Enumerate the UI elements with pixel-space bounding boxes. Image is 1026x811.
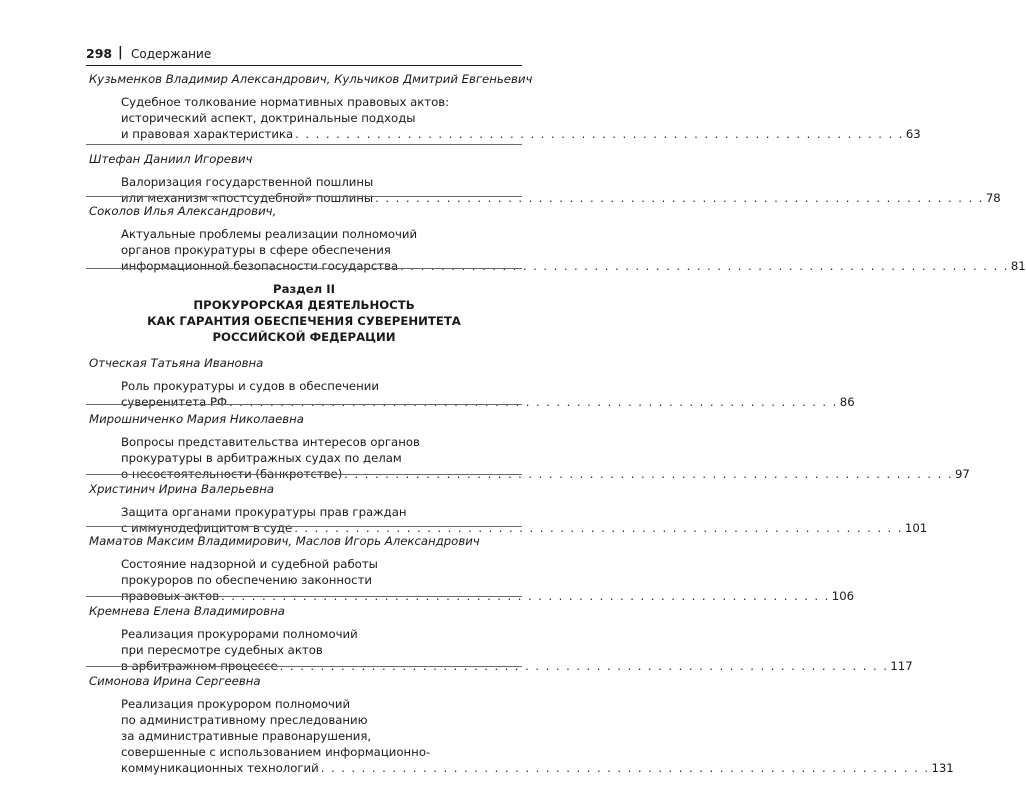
header-separator: |: [118, 45, 123, 60]
dot-leader: . . . . . . . . . . . . . . . . . . . . . . . . . . . . . . . . . . . . . . . . . . . . . . . . . . . . . . . . . . . .: [229, 395, 838, 409]
toc-entry-line: совершенные с использованием информационно-: [121, 745, 431, 759]
toc-page-number: 63: [905, 127, 921, 141]
toc-entry-line: Реализация прокурором полномочий: [121, 697, 351, 711]
toc-entry-line: о несостоятельности (банкротстве): [121, 467, 343, 481]
toc-page-number: 106: [831, 589, 855, 603]
toc-entry-line: правовых актов: [121, 589, 220, 603]
toc-entry-line: за административные правонарушения,: [121, 729, 372, 743]
dot-leader: . . . . . . . . . . . . . . . . . . . . . . . . . . . . . . . . . . . . . . . . . . . . . . . . . . . . . . . . . . . .: [320, 761, 930, 775]
toc-entry[interactable]: [121, 504, 928, 536]
toc-page-number: 101: [904, 521, 928, 535]
toc-entry-line: Актуальные проблемы реализации полномочий: [121, 227, 418, 241]
toc-page-number: 78: [985, 191, 1001, 205]
divider: [86, 404, 522, 405]
section-title-line: КАК ГАРАНТИЯ ОБЕСПЕЧЕНИЯ СУВЕРЕНИТЕТА: [147, 314, 461, 328]
toc-entry[interactable]: [121, 226, 1026, 274]
header-title: Содержание: [131, 47, 212, 61]
dot-leader: . . . . . . . . . . . . . . . . . . . . . . . . . . . . . . . . . . . . . . . . . . . . . . . . . . . . . . . . . . . .: [375, 191, 984, 205]
toc-page-number: 97: [954, 467, 970, 481]
toc-entry-line: суверенитета РФ: [121, 395, 228, 409]
toc-entry-line: исторический аспект, доктринальные подходы: [121, 111, 416, 125]
toc-entry[interactable]: [121, 378, 855, 410]
toc-entry-line: Вопросы представительства интересов органов: [121, 435, 420, 449]
dot-leader: . . . . . . . . . . . . . . . . . . . . . . . . . . . . . . . . . . . . . . . . . . . . . . . . . . . . . . . . . . . .: [279, 659, 889, 673]
dot-leader: . . . . . . . . . . . . . . . . . . . . . . . . . . . . . . . . . . . . . . . . . . . . . . . . . . . . . . . . . . . .: [400, 259, 1009, 273]
toc-authors: Штефан Даниил Игоревич: [89, 152, 253, 166]
toc-entry-last-line: [121, 258, 1026, 274]
toc-entry-line: по административному преследованию: [121, 713, 368, 727]
section-title-line: ПРОКУРОРСКАЯ ДЕЯТЕЛЬНОСТЬ: [193, 298, 415, 312]
page-number: 298: [86, 46, 113, 61]
toc-entry-line: Состояние надзорной и судебной работы: [121, 557, 378, 571]
divider: [86, 596, 522, 597]
divider: [86, 526, 522, 527]
dot-leader: . . . . . . . . . . . . . . . . . . . . . . . . . . . . . . . . . . . . . . . . . . . . . . . . . . . . . . . . . . . .: [295, 127, 904, 141]
toc-page-number: 131: [931, 761, 954, 775]
toc-entry-last-line: [121, 394, 855, 410]
toc-page-number: 81: [1010, 259, 1026, 273]
divider: [86, 268, 522, 269]
dot-leader: . . . . . . . . . . . . . . . . . . . . . . . . . . . . . . . . . . . . . . . . . . . . . . . . . . . . . . . . . . . .: [344, 467, 953, 481]
toc-entry-line: при пересмотре судебных актов: [121, 643, 323, 657]
toc-authors: Мирошниченко Мария Николаевна: [89, 412, 304, 426]
toc-entry[interactable]: [121, 696, 954, 776]
toc-authors: Христинич Ирина Валерьевна: [89, 482, 275, 496]
section-title-line: РОССИЙСКОЙ ФЕДЕРАЦИИ: [212, 330, 396, 344]
toc-entry-line: Роль прокуратуры и судов в обеспечении: [121, 379, 379, 393]
toc-entry-line: Судебное толкование нормативных правовых актов:: [121, 95, 450, 109]
divider: [86, 144, 522, 145]
toc-entry-line: с иммунодефицитом в суде: [121, 521, 293, 535]
toc-page-number: 117: [890, 659, 913, 673]
toc-authors: Симонова Ирина Сергеевна: [89, 674, 261, 688]
toc-entry-line: Валоризация государственной пошлины: [121, 175, 374, 189]
divider: [86, 196, 522, 197]
toc-entry-line: прокуратуры в арбитражных судах по делам: [121, 451, 402, 465]
toc-entry[interactable]: [121, 174, 1001, 206]
toc-entry-line: органов прокуратуры в сфере обеспечения: [121, 243, 391, 257]
toc-authors: Соколов Илья Александрович,: [89, 204, 277, 218]
divider: [86, 666, 522, 667]
toc-entry-line: прокуроров по обеспечению законности: [121, 573, 372, 587]
toc-entry-line: в арбитражном процессе: [121, 659, 278, 673]
toc-entry-last-line: [121, 760, 954, 776]
section-label: Раздел II: [273, 282, 335, 296]
dot-leader: . . . . . . . . . . . . . . . . . . . . . . . . . . . . . . . . . . . . . . . . . . . . . . . . . . . . . . . . . . . .: [221, 589, 830, 603]
divider: [86, 474, 522, 475]
dot-leader: . . . . . . . . . . . . . . . . . . . . . . . . . . . . . . . . . . . . . . . . . . . . . . . . . . . . . . . . . . . .: [294, 521, 903, 535]
toc-entry[interactable]: [121, 94, 921, 142]
toc-entry-line: информационной безопасности государства: [121, 259, 399, 273]
toc-entry-line: Защита органами прокуратуры прав граждан: [121, 505, 407, 519]
toc-entry-line: и правовая характеристика: [121, 127, 294, 141]
toc-entry-line: Реализация прокурорами полномочий: [121, 627, 358, 641]
toc-authors: Маматов Максим Владимирович, Маслов Игорь Александрович: [89, 534, 480, 548]
toc-authors: Отческая Татьяна Ивановна: [89, 356, 264, 370]
toc-page-number: 86: [839, 395, 855, 409]
header-rule: [86, 65, 522, 66]
running-header: [86, 44, 522, 66]
toc-entry-line: или механизм «постсудебной» пошлины: [121, 191, 374, 205]
toc-authors: Кремнева Елена Владимировна: [89, 604, 285, 618]
toc-entry-last-line: [121, 126, 921, 142]
toc-authors: Кузьменков Владимир Александрович, Кульчиков Дмитрий Евгеньевич: [89, 72, 533, 86]
toc-entry-line: коммуникационных технологий: [121, 761, 319, 775]
